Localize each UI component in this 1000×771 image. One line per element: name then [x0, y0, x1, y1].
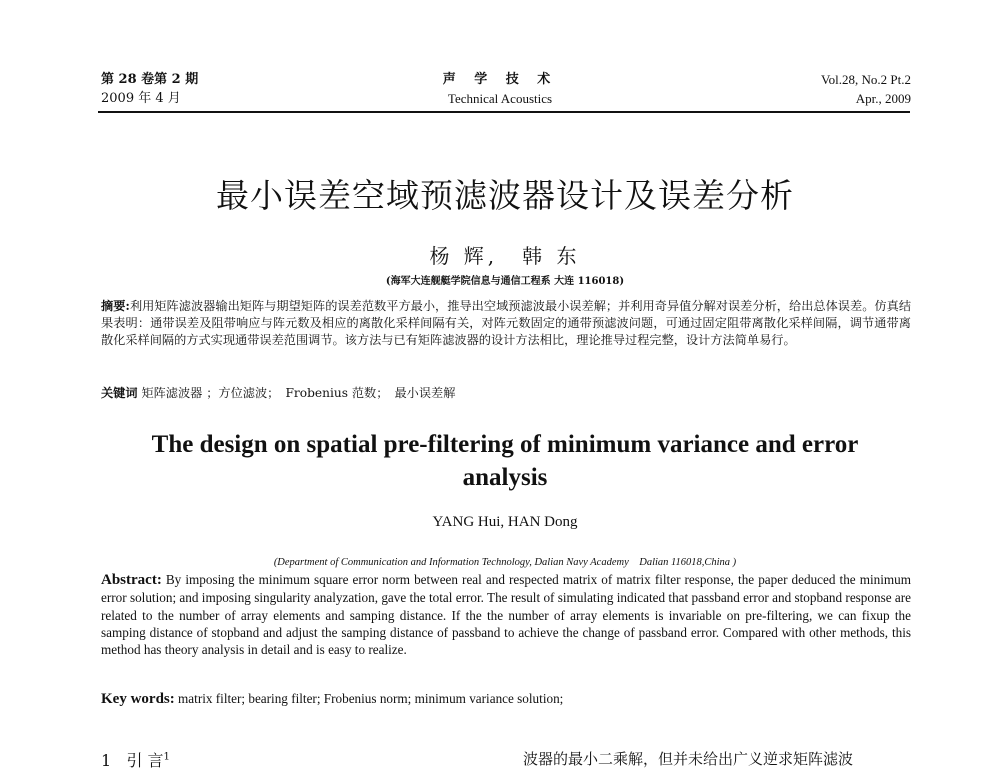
- keywords-en: [101, 690, 911, 708]
- article-title-cn: 最小误差空域预滤波器设计及误差分析: [216, 176, 794, 215]
- abstract-cn-label: 摘要:: [101, 299, 130, 313]
- header-rule: [98, 111, 910, 113]
- affiliation-en: (Department of Communication and Information Technology, Dalian Navy Academy Dalian 116018,China ): [273, 557, 737, 568]
- volume-cn: 第 28 卷第 2 期: [101, 72, 199, 87]
- body-text-right-column: 波器的最小二乘解，但并未给出广义逆求矩阵滤波: [523, 750, 854, 768]
- volume-en: Vol.28, No.2 Pt.2: [820, 72, 911, 87]
- abstract-cn: [101, 298, 911, 349]
- keywords-cn-label: 关键词: [101, 386, 138, 400]
- header-left: [101, 70, 198, 108]
- journal-name-cn: 声 学 技 术: [442, 72, 558, 87]
- keywords-en-label: Key words:: [101, 691, 175, 707]
- journal-name-en: Technical Acoustics: [447, 91, 553, 106]
- affiliation-cn: (海军大连舰艇学院信息与通信工程系 大连 116018): [385, 276, 625, 287]
- section-title: 引 言: [126, 751, 164, 770]
- section-number: 1: [101, 751, 112, 770]
- header-right: [821, 70, 911, 108]
- date-cn: 2009 年 4 月: [101, 91, 181, 106]
- abstract-en-label: Abstract:: [101, 572, 162, 588]
- article-title-en: The design on spatial pre-filtering of minimum variance and error analysis: [151, 431, 859, 491]
- keywords-cn: [101, 385, 911, 402]
- abstract-en-text: By imposing the minimum square error norm between real and respected matrix of matrix filter response, the paper deduced the minimum error solution; and imposing singularity analyzation, gave the total error. The result of simulating indicated that passband error and stopband response are related to the number of array elements and samping distance. If the the number of array elements is invariable on pre-filtering, we can fixup the samping distance of stopband and adjust the samping distance of passband to achieve the change of passband error. Compared with other methods, this method has theory analysis in detail and is easy to realize.: [101, 572, 911, 658]
- keywords-cn-text: 矩阵滤波器 ；方位滤波； Frobenius 范数； 最小误差解: [141, 386, 456, 400]
- section-ref: 1: [163, 751, 170, 763]
- header-center: [405, 70, 595, 108]
- abstract-en: [101, 571, 911, 658]
- authors-cn: 杨 辉, 韩 东: [429, 244, 581, 268]
- date-en: Apr., 2009: [855, 91, 911, 106]
- authors-en: YANG Hui, HAN Dong: [432, 514, 578, 530]
- abstract-cn-text: 利用矩阵滤波器输出矩阵与期望矩阵的误差范数平方最小，推导出空域预滤波最小误差解；并利用奇异值分解对误差分析，给出总体误差。仿真结果表明：通带误差及阻带响应与阵元数及相应的离散化采样间隔有关，对阵元数固定的通带预滤波问题，可通过固定阻带离散化采样间隔，调节通带离散化采样间隔的方式实现通带误差范围调节。该方法与已有矩阵滤波器的设计方法相比，理论推导过程完整，设计方法简单易行。: [101, 299, 912, 347]
- keywords-en-text: matrix filter; bearing filter; Frobenius norm; minimum variance solution;: [178, 691, 564, 706]
